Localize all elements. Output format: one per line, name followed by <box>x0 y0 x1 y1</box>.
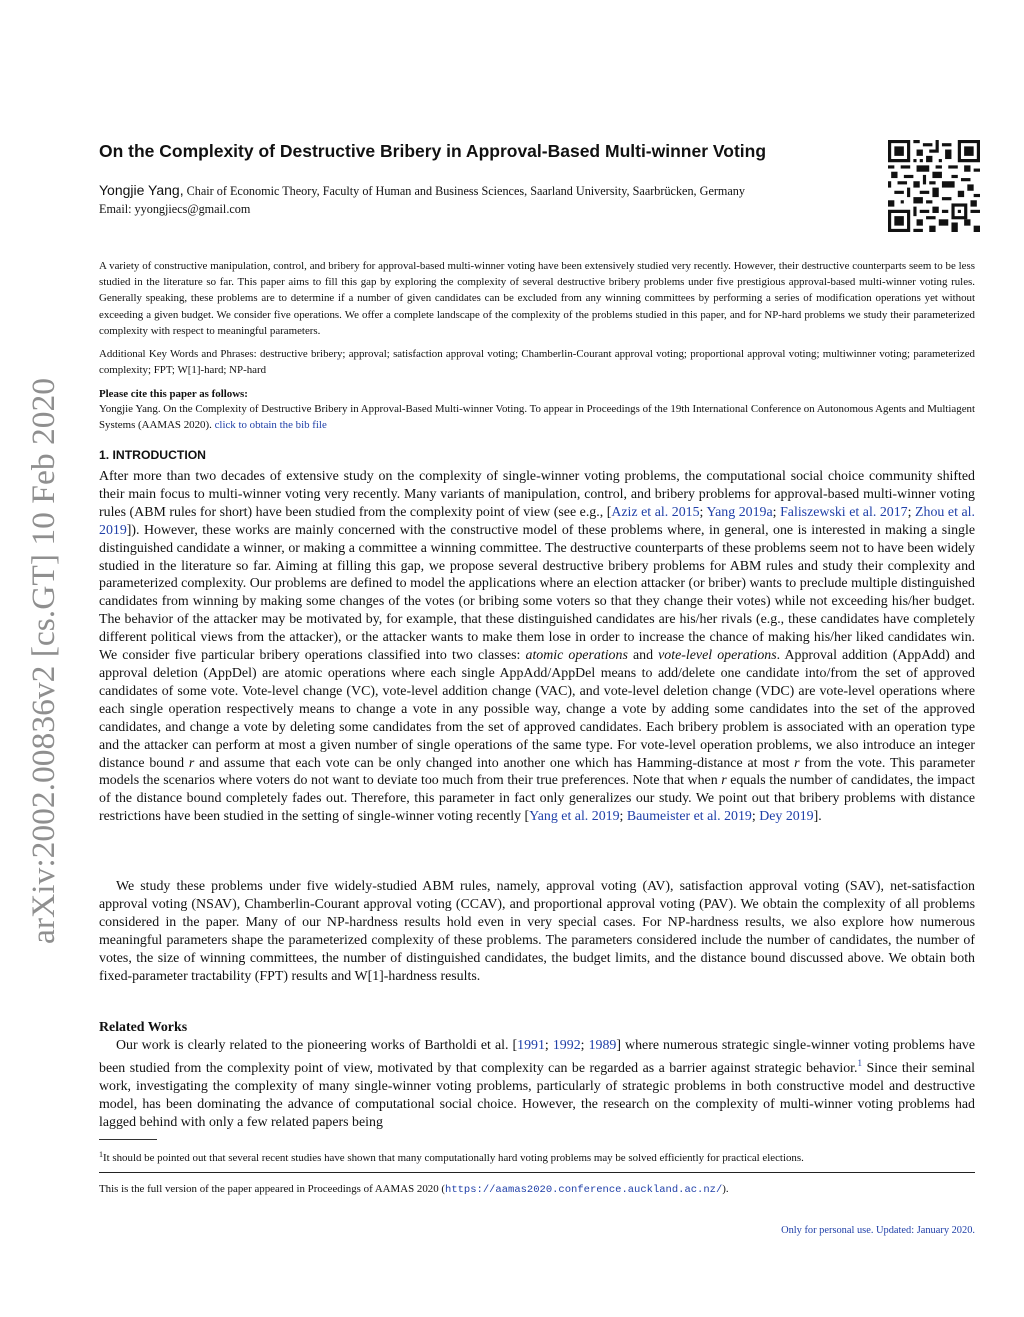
author-affiliation: Chair of Economic Theory, Faculty of Human and Business Sciences, Saarland University, Saarbrücken, Germany <box>183 184 745 198</box>
citation-link[interactable]: Faliszewski et al. 2017 <box>780 504 908 520</box>
text: ; <box>751 809 760 825</box>
cite-heading: Please cite this paper as follows: <box>99 388 248 400</box>
text: ; <box>544 1038 553 1053</box>
citation-link[interactable]: Aziz et al. 2015 <box>611 504 700 520</box>
text: ). <box>722 1183 729 1195</box>
author-name: Yongjie Yang, <box>99 182 184 198</box>
related-works-heading: Related Works <box>99 1020 188 1035</box>
related-works-paragraph <box>99 1037 975 1132</box>
text: and assume that each vote can be only changed into another one which has Hamming-distance at most <box>194 755 795 771</box>
citation-link[interactable]: Yang et al. 2019 <box>529 809 620 825</box>
footnote-ref-link[interactable]: 1 <box>857 1057 862 1068</box>
citation-link[interactable]: 1989 <box>588 1038 617 1053</box>
citation-link[interactable]: Baumeister et al. 2019 <box>626 809 752 825</box>
text: from the vote. This parameter models the scenarios where voters do not want to deviate too much from their true preferences. Note that when <box>99 755 975 789</box>
citation-link[interactable]: Zhou et al. 2019 <box>99 504 975 538</box>
math-var: r <box>188 755 195 771</box>
cite-text <box>99 401 975 433</box>
text: ; <box>699 504 707 520</box>
cite-body: Yongjie Yang. On the Complexity of Destructive Bribery in Approval-Based Multi-winner Voting. To appear in Proceedings of the 19th International Conference on Autonomous Agents and Multiagent Systems (AAMAS 2020). <box>99 403 975 432</box>
full-version-note <box>99 1181 729 1198</box>
emphasis: vote-level operations <box>658 648 777 664</box>
footnote-mark: 1 <box>99 1150 103 1159</box>
personal-use-note: Only for personal use. Updated: January 2020. <box>781 1225 975 1236</box>
arxiv-stamp-text: arXiv:2002.00836v2 [cs.GT] 10 Feb 2020 <box>26 386 62 944</box>
text: . Approval addition (AppAdd) and approval deletion (AppDel) are atomic operations where each single AppAdd/AppDel means to add/delete one candidate into/from the set of approved candidates of some vote. Vote-level change (VC), vote-level addition change (VAC), and vote-level deletion change (VDC) are vote-level operations where each single operation respectively means to change a vote in any possible way, change a vote by adding some candidates into the set of the approved candidates, and change a vote by deleting some candidates from the set of approved candidates. Each bribery problem is associated with an operation type and the attacker can perform at most a given number of single operations of the same type. For vote-level operation problems, we also introduce an integer distance bound <box>99 648 975 771</box>
emphasis: atomic operations <box>525 648 628 664</box>
text: ; <box>772 504 781 520</box>
text: This is the full version of the paper appeared in Proceedings of AAMAS 2020 ( <box>99 1183 446 1195</box>
text: ]). However, these works are mainly concerned with the constructive model of these problems where, in general, one is interested in making a single distinguished candidate a winner, or making a committee a winning committee. The destructive counterparts of these problems seem not to have been widely studied in the literature so far. Aiming at filling this gap, we propose several destructive bribery problems for ABM rules and study their complexity and parameterized complexity. Our problems are defined to model the applications where an election attacker (or briber) wants to preclude multiple distinguished candidates from winning by making some changes of the votes (or bribing some voters so that they change their votes) while not exceeding his/her budget. The behavior of the attacker may be motivated by, for example, that these distinguished candidates are his/her rivals (e.g., these candidates have completely different political views from the attacker), or the attacker wants to make them lose in order to increase the chance of making his/her liked candidates win. We consider five particular bribery operations classified into two classes: <box>99 522 975 664</box>
text: ; <box>580 1038 589 1053</box>
text: and <box>627 648 659 664</box>
author-email: Email: yyongjiecs@gmail.com <box>99 202 251 216</box>
citation-link[interactable]: 1991 <box>517 1038 545 1053</box>
aamas-url-link[interactable]: https://aamas2020.conference.auckland.ac.nz/ <box>445 1184 723 1196</box>
citation-link[interactable]: 1992 <box>552 1038 581 1053</box>
abstract: A variety of constructive manipulation, control, and bribery for approval-based multi-winner voting have been extensively studied very recently. However, their destructive counterparts seem to be less studied in the literature so far. This paper aims to fill this gap by exploring the complexity of several destructive bribery problems under five prestigious approval-based multi-winner voting rules. Generally speaking, these problems are to determine if a number of given candidates can be excluded from any winning committees by performing a series of modification operations yet without exceeding a given budget. We consider five operations. We offer a complete landscape of the complexity of the problems studied in this paper, and for NP-hard problems we study their parameterized complexity with respect to meaningful parameters. <box>99 260 975 337</box>
text: ; <box>619 809 627 825</box>
bib-link[interactable]: click to obtain the bib file <box>214 419 327 432</box>
text: ]. <box>813 809 822 825</box>
section-heading-introduction: 1. INTRODUCTION <box>99 448 206 462</box>
citation-link[interactable]: Yang 2019a <box>706 504 773 520</box>
text: Since their seminal work, investigating the complexity of many single-winner voting problems, particularly of strategic problems in both constructive model and destructive model, has been dominating the advance of computational social choice. However, the research on the complexity of multi-winner voting problems had lagged behind with only a few related papers being <box>99 1060 975 1130</box>
text: ] where numerous strategic single-winner voting problems have been studied from the complexity point of view, motivated by that complexity can be regarded as a barrier against strategic behavior. <box>99 1038 975 1076</box>
intro-paragraph-2: We study these problems under five widely-studied ABM rules, namely, approval voting (AV), satisfaction approval voting (SAV), net-satisfaction approval voting (NSAV), Chamberlin-Courant approval voting (CCAV), and proportional approval voting (PAV). We obtain the complexity of all problems considered in the paper. Many of our NP-hardness results hold even in very special cases. For NP-hardness results, we also explore how numerous meaningful parameters shape the parameterized complexity of these problems. The parameters considered include the number of candidates, the number of votes, the size of winning committees, the number of distinguished candidates, the budget limits, and the distance bound discussed above. We obtain both fixed-parameter tractability (FPT) results and W[1]-hardness results. <box>99 879 975 984</box>
author-line <box>99 181 879 200</box>
footnote-divider <box>99 1139 157 1140</box>
qr-code <box>888 140 980 232</box>
text: After more than two decades of extensive study on the complexity of single-winner voting problems, the computational social choice community shifted their main focus to multi-winner voting very recently. Many variants of manipulation, control, and bribery problems for approval-based multi-winner voting rules (ABM rules for short) have been studied from the complexity point of view (see e.g., [ <box>99 469 975 520</box>
math-var: r <box>721 773 727 789</box>
text: ; <box>907 504 916 520</box>
citation-link[interactable]: Dey 2019 <box>759 809 814 825</box>
arxiv-stamp <box>10 376 70 946</box>
intro-paragraph-1 <box>99 468 975 826</box>
keywords: Additional Key Words and Phrases: destructive bribery; approval; satisfaction approval voting; Chamberlin-Courant approval voting; proportional approval voting; multiwinner voting; parameterized complexity; FPT; W[1]-hard; NP-hard <box>99 348 975 377</box>
paper-title: On the Complexity of Destructive Bribery in Approval-Based Multi-winner Voting <box>99 141 767 161</box>
math-var: r <box>794 755 800 771</box>
divider <box>99 1172 975 1173</box>
text: equals the number of candidates, the impact of the distance bound completely fades out. Therefore, this parameter in fact only generalizes our study. We point out that bribery problems with distance restrictions have been studied in the setting of single-winner voting recently [ <box>99 773 975 825</box>
footnote-text: It should be pointed out that several recent studies have shown that many computationally hard voting problems may be solved efficiently for practical elections. <box>103 1152 804 1164</box>
text: Our work is clearly related to the pioneering works of Bartholdi et al. [ <box>116 1038 518 1053</box>
footnote <box>99 1147 804 1166</box>
